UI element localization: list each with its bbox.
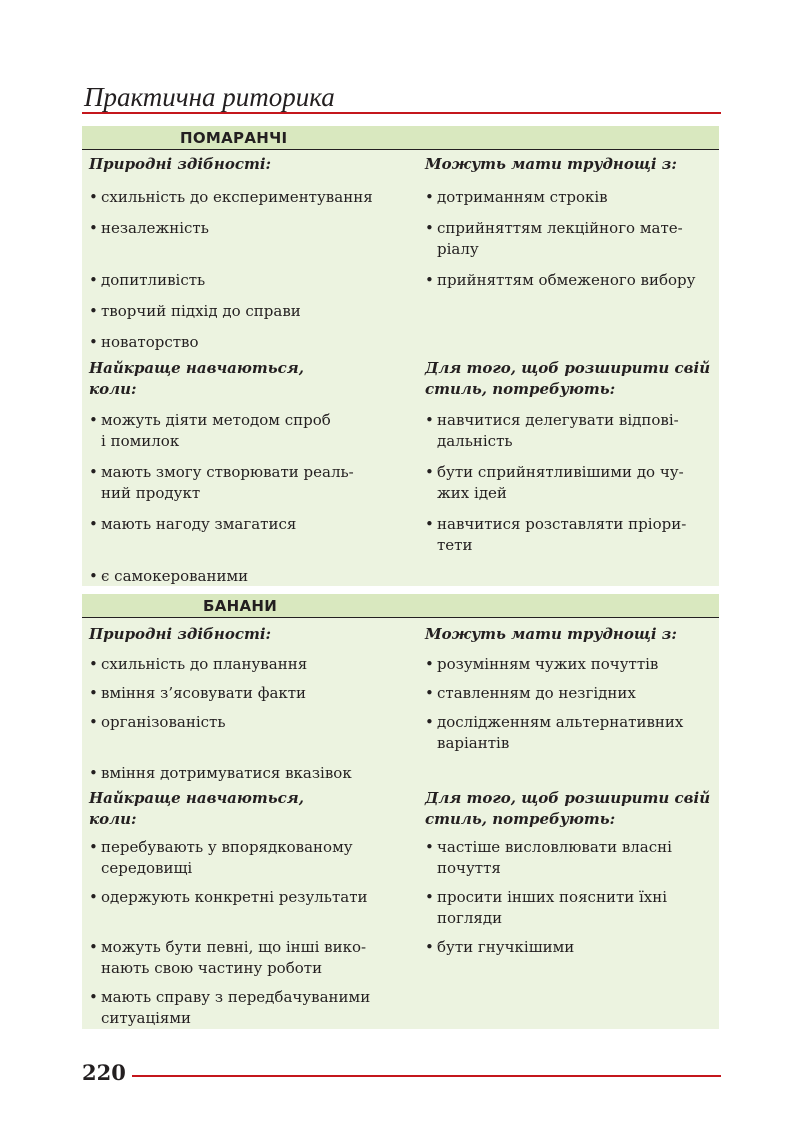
bullet-icon: • [89, 271, 98, 289]
expand-item: дальність [437, 432, 513, 450]
learn-item: можуть діяти методом спроб [101, 411, 331, 429]
difficulty-item: дослідженням альтернативних [437, 713, 684, 731]
expand-item: навчитися делегувати відпові- [437, 411, 679, 429]
ability-item: допитливість [101, 271, 206, 289]
expand-heading: стиль, потребують: [425, 810, 616, 828]
bullet-icon: • [425, 219, 434, 237]
section-bananas [82, 594, 719, 1029]
running-head: Практична риторика [84, 82, 335, 112]
bullet-icon: • [425, 938, 434, 956]
ability-item: незалежність [101, 219, 209, 237]
difficulty-item: сприйняттям лекційного мате- [437, 219, 683, 237]
bullet-icon: • [425, 515, 434, 533]
bullet-icon: • [425, 271, 434, 289]
learn-item: і помилок [101, 432, 180, 450]
learn-heading: коли: [89, 380, 137, 398]
bullet-icon: • [89, 764, 98, 782]
difficulties-heading: Можуть мати труднощі з: [425, 155, 677, 173]
learn-item: середовищі [101, 859, 193, 877]
difficulty-item: прийняттям обмеженого вибору [437, 271, 696, 289]
difficulties-heading: Можуть мати труднощі з: [425, 625, 677, 643]
learn-item: нають свою частину роботи [101, 959, 323, 977]
learn-item: можуть бути певні, що інші вико- [101, 938, 367, 956]
bullet-icon: • [425, 463, 434, 481]
learn-item: ситуаціями [101, 1009, 192, 1027]
bullet-icon: • [425, 655, 434, 673]
expand-item: бути гнучкішими [437, 938, 575, 956]
bullet-icon: • [89, 684, 98, 702]
abilities-heading: Природні здібності: [89, 625, 272, 643]
ability-item: організованість [101, 713, 226, 731]
ability-item: вміння з’ясовувати факти [101, 684, 307, 702]
bullet-icon: • [89, 463, 98, 481]
expand-item: почуття [437, 859, 501, 877]
bullet-icon: • [425, 888, 434, 906]
learn-item: одержують конкретні результати [101, 888, 368, 906]
section-title: ПОМАРАНЧІ [180, 129, 288, 147]
expand-item: жих ідей [437, 484, 507, 502]
difficulty-item: дотриманням строків [437, 188, 608, 206]
ability-item: схильність до експериментування [101, 188, 373, 206]
bullet-icon: • [425, 684, 434, 702]
page-number: 220 [82, 1060, 126, 1085]
bullet-icon: • [425, 411, 434, 429]
ability-item: творчий підхід до справи [101, 302, 301, 320]
bullet-icon: • [89, 302, 98, 320]
learn-heading: коли: [89, 810, 137, 828]
difficulty-item: ставленням до незгідних [437, 684, 636, 702]
expand-heading: Для того, щоб розширити свій [425, 789, 711, 807]
bullet-icon: • [89, 655, 98, 673]
ability-item: вміння дотримуватися вказівок [101, 764, 352, 782]
section-title-bar [82, 126, 719, 150]
learn-item: мають змогу створювати реаль- [101, 463, 354, 481]
learn-heading: Найкраще навчаються, [89, 359, 304, 377]
section-title: БАНАНИ [203, 597, 278, 615]
section-title-bar [82, 594, 719, 618]
difficulty-item: ріалу [437, 240, 479, 258]
learn-item: мають нагоду змагатися [101, 515, 297, 533]
bullet-icon: • [89, 938, 98, 956]
bullet-icon: • [89, 567, 98, 585]
bullet-icon: • [89, 888, 98, 906]
section-oranges [82, 126, 719, 586]
ability-item: новаторство [101, 333, 199, 351]
header-rule [82, 112, 721, 114]
abilities-heading: Природні здібності: [89, 155, 272, 173]
bullet-icon: • [89, 219, 98, 237]
expand-item: погляди [437, 909, 503, 927]
expand-item: тети [437, 536, 473, 554]
bullet-icon: • [89, 333, 98, 351]
learn-item: перебувають у впорядкованому [101, 838, 353, 856]
bullet-icon: • [89, 515, 98, 533]
expand-heading: Для того, щоб розширити свій [425, 359, 711, 377]
bullet-icon: • [425, 188, 434, 206]
learn-item: ний продукт [101, 484, 201, 502]
learn-item: є самокерованими [101, 567, 249, 585]
bullet-icon: • [89, 988, 98, 1006]
bullet-icon: • [89, 713, 98, 731]
expand-item: частіше висловлювати власні [437, 838, 672, 856]
expand-item: навчитися розставляти пріори- [437, 515, 687, 533]
bullet-icon: • [89, 411, 98, 429]
footer-rule [132, 1075, 721, 1077]
expand-item: просити інших пояснити їхні [437, 888, 668, 906]
ability-item: схильність до планування [101, 655, 308, 673]
expand-item: бути сприйнятливішими до чу- [437, 463, 684, 481]
difficulty-item: варіантів [437, 734, 510, 752]
learn-item: мають справу з передбачуваними [101, 988, 371, 1006]
bullet-icon: • [89, 838, 98, 856]
learn-heading: Найкраще навчаються, [89, 789, 304, 807]
expand-heading: стиль, потребують: [425, 380, 616, 398]
bullet-icon: • [89, 188, 98, 206]
difficulty-item: розумінням чужих почуттів [437, 655, 659, 673]
bullet-icon: • [425, 713, 434, 731]
bullet-icon: • [425, 838, 434, 856]
